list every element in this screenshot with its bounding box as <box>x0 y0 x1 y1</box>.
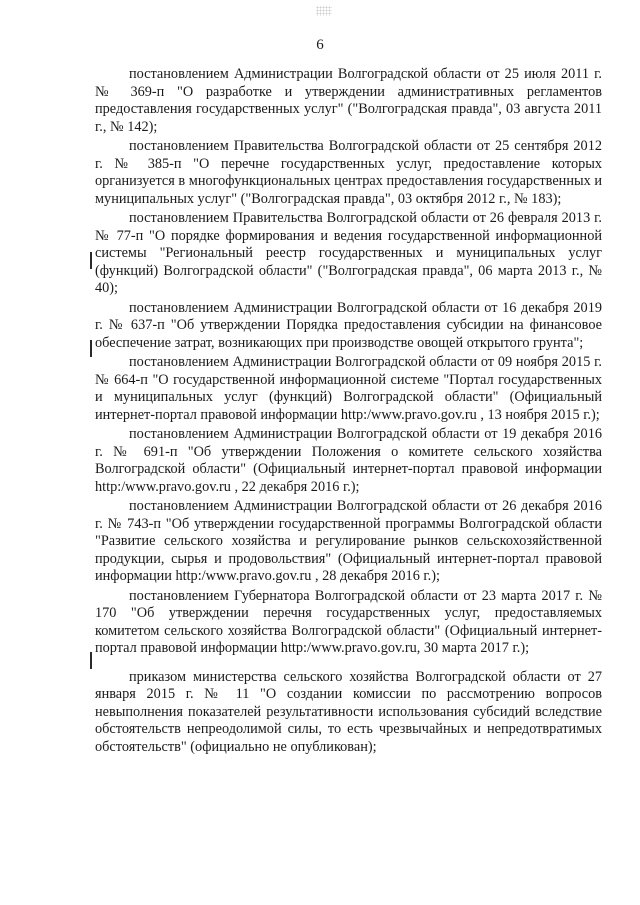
document-paragraph: постановлением Губернатора Волгоградской области от 23 марта 2017 г. № 170 "Об утверждении перечня государственных услуг, предоставляемых комитетом сельского хозяйства Волгоградской области" (Официальный интернет-портал правовой информации http:/www.pravo.gov.ru, 30 марта 2017 г.); <box>95 587 602 656</box>
document-paragraph: постановлением Правительства Волгоградской области от 26 февраля 2013 г. № 77-п "О порядке формирования и ведения государственной информационной системы "Региональный реестр государственных и муниципальных услуг (функций) Волгоградской области" ("Волгоградская правда", 06 марта 2013 г., № 40); <box>95 210 602 296</box>
margin-mark <box>90 340 92 357</box>
document-paragraph: постановлением Администрации Волгоградской области от 16 декабря 2019 г. № 637-п "Об утверждении Порядка предоставления субсидии на финансовое обеспечение затрат, возникающих при производстве овощей открытого грунта"; <box>95 299 602 351</box>
margin-mark <box>90 252 92 269</box>
document-paragraph: приказом министерства сельского хозяйства Волгоградской области от 27 января 2015 г. № 11 "О создании комиссии по рассмотрению вопросов невыполнения показателей результативности использования субсидий вследствие обстоятельств непреодолимой силы, то есть чрезвычайных и непредотвратимых обстоятельств" (официально не опубликован); <box>95 668 602 755</box>
margin-mark <box>90 652 92 669</box>
page-number: 6 <box>316 37 324 53</box>
document-paragraph: постановлением Администрации Волгоградской области от 09 ноября 2015 г. № 664-п "О государственной информационной системе "Портал государственных и муниципальных услуг (функций) Волгоградской области" (Официальный интернет-портал правовой информации http:/www.pravo.gov.ru , 13 ноября 2015 г.); <box>95 354 602 423</box>
document-paragraph: постановлением Администрации Волгоградской области от 26 декабря 2016 г. № 743-п "Об утверждении государственной программы Волгоградской области "Развитие сельского хозяйства и регулирование рынков сельскохозяйственной продукции, сырья и продовольствия" (Официальный интернет-портал правовой информации http:/www.pravo.gov.ru , 28 декабря 2016 г.); <box>95 498 602 584</box>
document-paragraph: постановлением Правительства Волгоградской области от 25 сентября 2012 г. № 385-п "О перечне государственных услуг, предоставление которых организуется в многофункциональных центрах предоставления государственных и муниципальных услуг" ("Волгоградская правда", 03 октября 2012 г., № 183); <box>95 138 602 207</box>
document-paragraph: постановлением Администрации Волгоградской области от 19 декабря 2016 г. № 691-п "Об утверждении Положения о комитете сельского хозяйства Волгоградской области" (Официальный интернет-портал правовой информации http:/www.pravo.gov.ru , 22 декабря 2016 г.); <box>95 426 602 495</box>
document-paragraph: постановлением Администрации Волгоградской области от 25 июля 2011 г. № 369-п "О разработке и утверждении административных регламентов предоставления государственных услуг" ("Волгоградская правда", 03 августа 2011 г., № 142); <box>95 66 602 135</box>
scan-artifact <box>316 6 332 16</box>
document-body <box>95 66 602 758</box>
